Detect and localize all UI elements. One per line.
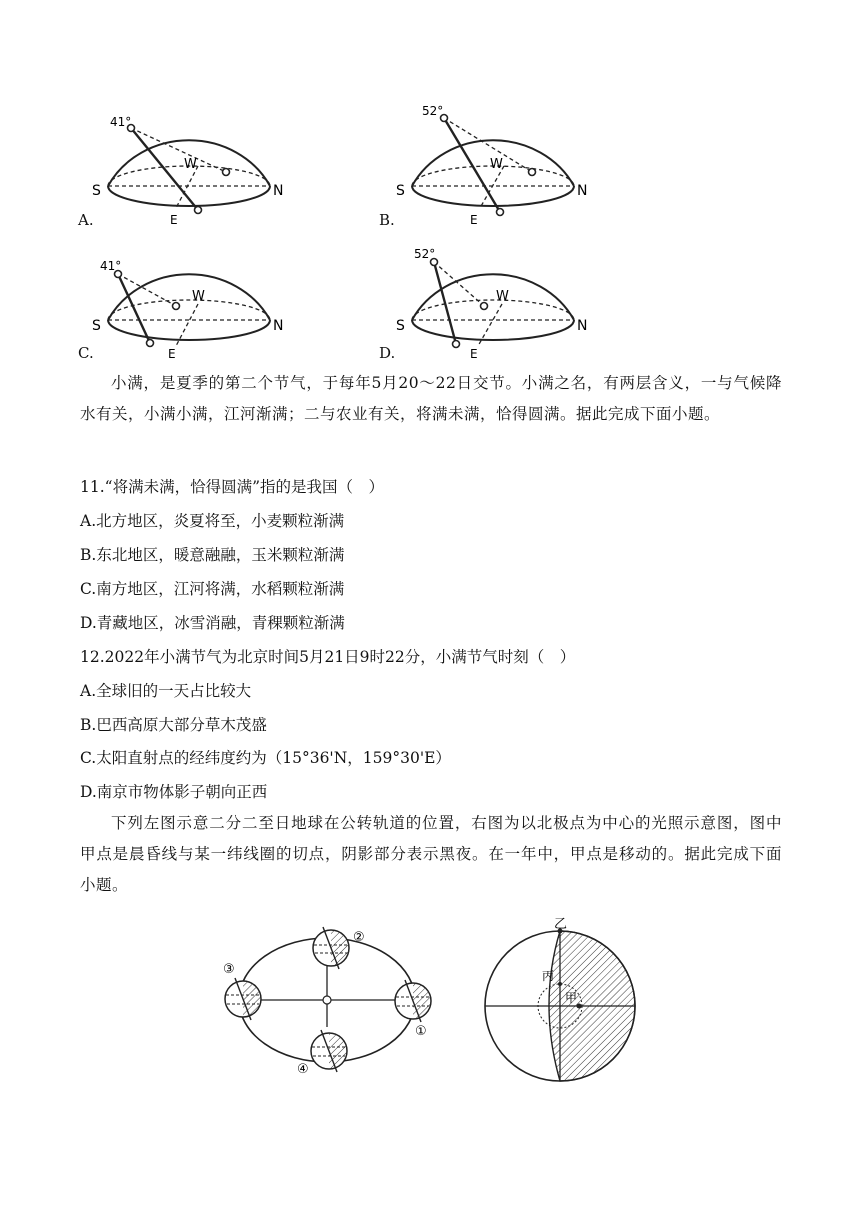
east-label: E: [168, 347, 176, 361]
south-label: S: [92, 183, 101, 199]
hemisphere-diagram-c: [88, 234, 288, 364]
east-label: E: [470, 213, 478, 227]
question-11-option-d: D.青藏地区，冰雪消融，青稞颗粒渐满: [80, 614, 345, 632]
east-label: E: [170, 213, 178, 227]
hemisphere-diagram-d: [392, 234, 592, 364]
option-c-label: C.: [78, 344, 94, 362]
north-label: N: [577, 183, 588, 199]
question-12-stem: 12.2022年小满节气为北京时间5月21日9时22分，小满节气时刻（ ）: [80, 648, 576, 666]
orbit-diagram: [215, 915, 445, 1085]
question-11-option-c: C.南方地区，江河将满，水稻颗粒渐满: [80, 580, 345, 598]
earth-position-3: [225, 978, 261, 1020]
position-3-label: ③: [223, 962, 235, 977]
north-label: N: [577, 318, 588, 334]
yi-label: 乙: [554, 917, 568, 932]
position-1-label: ①: [415, 1024, 427, 1039]
bing-label: 丙: [542, 969, 555, 983]
jia-label: 甲: [565, 991, 578, 1005]
earth-position-1: [395, 980, 431, 1022]
polar-illumination-diagram: [478, 912, 648, 1084]
south-label: S: [396, 318, 405, 334]
question-12-option-c: C.太阳直射点的经纬度约为（15°36'N，159°30'E）: [80, 749, 451, 767]
west-label: W: [192, 289, 205, 304]
west-label: W: [184, 157, 197, 172]
passage-xiaoman: 小满，是夏季的第二个节气，于每年5月20～22日交节。小满之名，有两层含义，一与气候降水有关，小满小满，江河渐满；二与农业有关，将满未满，恰得圆满。据此完成下面小题。: [80, 374, 782, 423]
west-label: W: [490, 157, 503, 172]
earth-position-2: [313, 927, 349, 969]
south-label: S: [92, 318, 101, 334]
east-label: E: [470, 347, 478, 361]
angle-label: 52°: [422, 104, 444, 118]
angle-label: 41°: [110, 115, 132, 129]
angle-label: 41°: [100, 259, 122, 273]
question-11-option-b: B.东北地区，暖意融融，玉米颗粒渐满: [80, 546, 345, 564]
position-2-label: ②: [353, 930, 365, 945]
option-d-label: D.: [379, 344, 396, 362]
passage-orbit: 下列左图示意二分二至日地球在公转轨道的位置，右图为以北极点为中心的光照示意图，图中甲点是晨昏线与某一纬线圈的切点，阴影部分表示黑夜。在一年中，甲点是移动的。据此完成下面小题。: [80, 814, 782, 894]
question-11-option-a: A.北方地区，炎夏将至，小麦颗粒渐满: [80, 512, 345, 530]
west-label: W: [496, 289, 509, 304]
hemisphere-diagram-b: [392, 100, 592, 230]
option-a-label: A.: [78, 211, 94, 229]
hemisphere-diagram-a: [88, 100, 288, 230]
earth-position-4: [311, 1030, 347, 1072]
south-label: S: [396, 183, 405, 199]
angle-label: 52°: [414, 247, 436, 261]
question-12-option-a: A.全球旧的一天占比较大: [80, 682, 252, 700]
position-4-label: ④: [297, 1062, 309, 1077]
question-11-stem: 11.“将满未满，恰得圆满”指的是我国（ ）: [80, 478, 384, 496]
question-12-option-d: D.南京市物体影子朝向正西: [80, 783, 268, 801]
north-label: N: [273, 318, 284, 334]
question-12-option-b: B.巴西高原大部分草木茂盛: [80, 716, 267, 734]
option-b-label: B.: [379, 211, 395, 229]
north-label: N: [273, 183, 284, 199]
